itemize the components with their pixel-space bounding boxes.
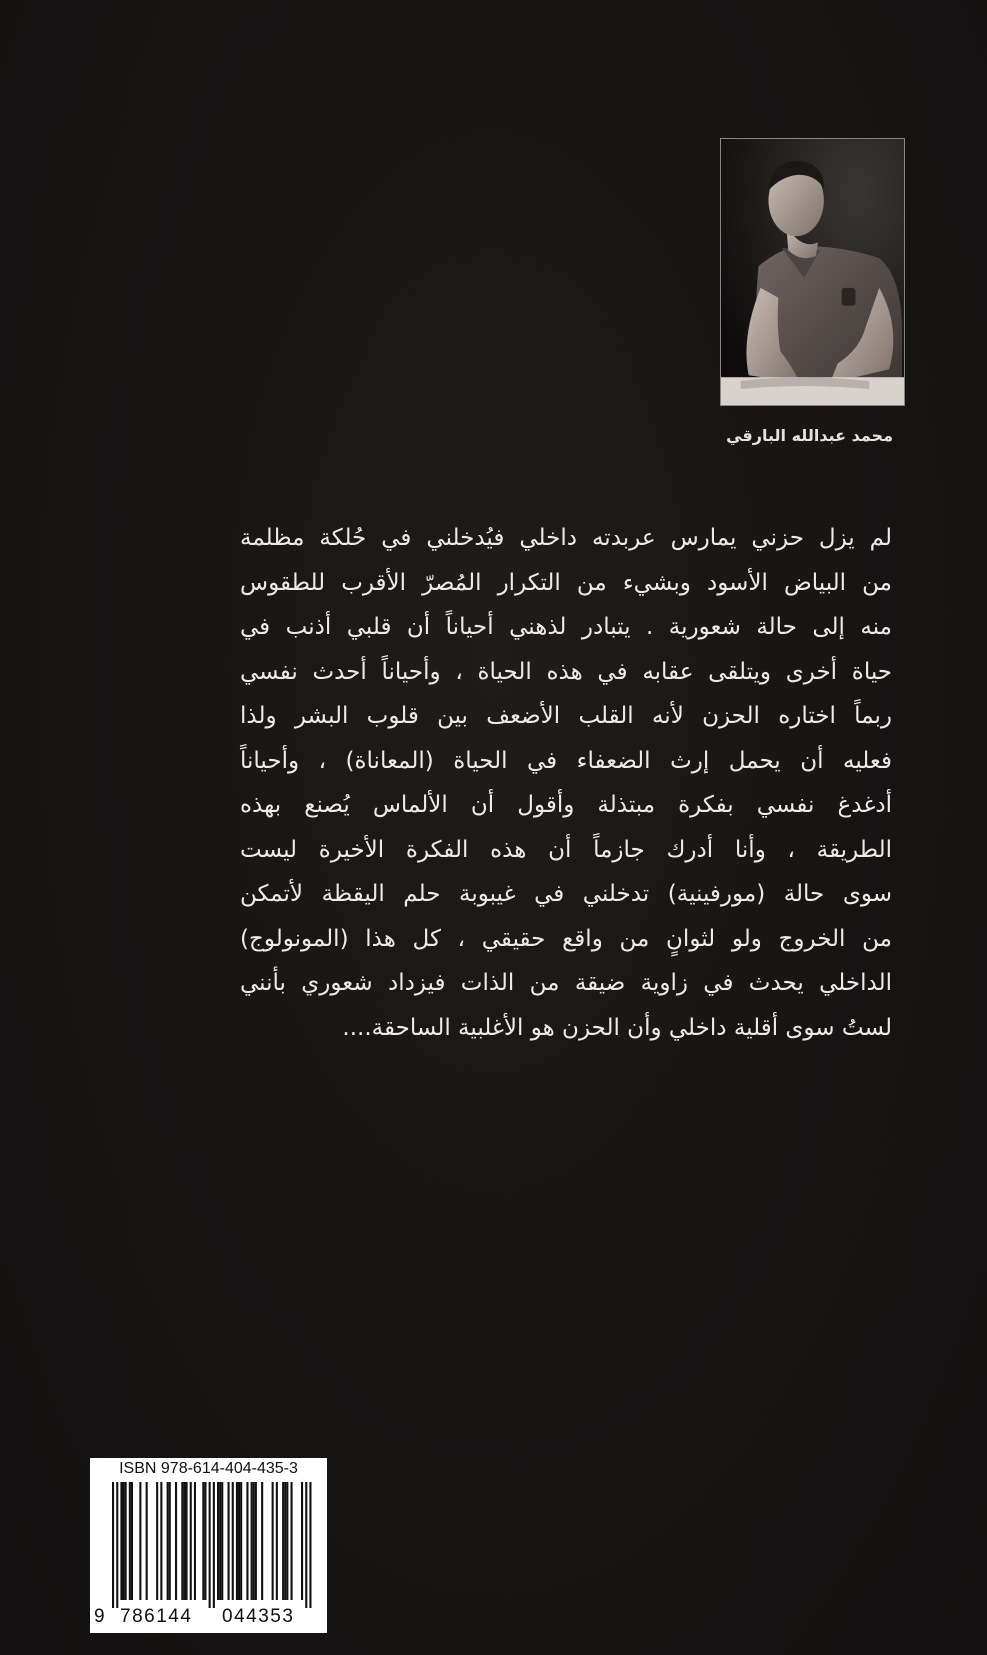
blurb-line: منه إلى حالة شعورية . يتبادر لذهني أحياناً أن قلبي أذنب في xyxy=(240,614,892,640)
blurb-line: فعليه أن يحمل إرث الضعفاء في الحياة (المعاناة) ، وأحياناً xyxy=(240,747,892,774)
barcode-bar xyxy=(213,1482,215,1608)
barcode-digits xyxy=(90,1606,327,1630)
blurb-line: لستُ سوى أقلية داخلي وأن الحزن هو الأغلبية الساحقة.... xyxy=(342,1014,892,1041)
barcode-bar xyxy=(160,1482,162,1600)
barcode-bar xyxy=(251,1482,253,1600)
barcode-bar xyxy=(282,1482,284,1600)
barcode-bar xyxy=(272,1482,274,1600)
author-portrait-image xyxy=(721,139,904,405)
barcode-bar xyxy=(112,1482,114,1608)
barcode-first-digit: 9 xyxy=(94,1606,105,1627)
blurb-line: لم يزل حزني يمارس عربدته داخلي فيُدخلني في حُلكة مظلمة xyxy=(240,525,892,551)
blurb-line: الطريقة ، وأنا أدرك جازماً أن هذه الفكرة الأخيرة ليست xyxy=(240,836,892,863)
barcode-bar xyxy=(228,1482,230,1600)
author-name: محمد عبدالله البارقي xyxy=(726,426,893,445)
blurb-line: حياة أخرى ويتلقى عقابه في هذه الحياة ، وأحياناً أحدث نفسي xyxy=(240,658,892,685)
barcode-bar xyxy=(131,1482,133,1600)
barcode-left-digits: 786144 xyxy=(120,1606,193,1627)
blurb-line: أدغدغ نفسي بفكرة مبتذلة وأقول أن الألماس يُصنع بهذه xyxy=(240,792,892,818)
barcode-bar xyxy=(190,1482,192,1600)
barcode-bar xyxy=(246,1482,248,1600)
barcode-bar xyxy=(255,1482,257,1600)
blurb-line: سوى حالة (مورفينية) تدخلني في غيبوبة حلم اليقظة لأتمكن xyxy=(240,881,892,907)
barcode-bar xyxy=(305,1482,307,1608)
barcode-bar xyxy=(232,1482,234,1600)
barcode-bar xyxy=(169,1482,171,1600)
barcode-bar xyxy=(221,1482,223,1600)
barcode-bar xyxy=(181,1482,183,1600)
barcode-bar xyxy=(240,1482,242,1600)
barcode-bar xyxy=(261,1482,263,1600)
barcode-bar xyxy=(186,1482,188,1600)
barcode-bar xyxy=(286,1482,288,1600)
barcode-bar xyxy=(284,1482,286,1600)
barcode-bar xyxy=(291,1482,293,1600)
barcode-bar xyxy=(120,1482,122,1600)
blurb-line: ربماً اختاره الحزن لأنه القلب الأضعف بين قلوب البشر ولذا xyxy=(240,703,892,729)
barcode-bar xyxy=(276,1482,278,1600)
isbn-label: ISBN 978-614-404-435-3 xyxy=(119,1460,298,1477)
barcode-bar xyxy=(204,1482,206,1600)
barcode-bar xyxy=(253,1482,255,1600)
barcode-bar xyxy=(156,1482,158,1600)
barcode-bar xyxy=(236,1482,238,1600)
barcode-bar xyxy=(183,1482,185,1600)
barcode-bar xyxy=(209,1482,211,1608)
blurb-line: من الخروج ولو لثوانٍ من واقع حقيقي ، كل هذا (المونولوج) xyxy=(240,925,892,952)
barcode-bar xyxy=(301,1482,303,1600)
barcode-bar xyxy=(238,1482,240,1600)
barcode-bar xyxy=(125,1482,127,1600)
barcode-bar xyxy=(139,1482,141,1600)
barcode-bar xyxy=(309,1482,311,1608)
barcode-right-digits: 044353 xyxy=(222,1606,295,1627)
barcode-bar xyxy=(219,1482,221,1600)
barcode-bar xyxy=(167,1482,169,1600)
barcode-bar xyxy=(217,1482,219,1600)
isbn-barcode xyxy=(90,1458,327,1633)
barcode-bar xyxy=(123,1482,125,1600)
barcode-bar xyxy=(194,1482,196,1600)
blurb-line: الداخلي يحدث في زاوية ضيقة من الذات فيزداد شعوري بأنني xyxy=(240,970,892,996)
barcode-bar xyxy=(202,1482,204,1600)
barcode-bar xyxy=(129,1482,131,1600)
author-photo xyxy=(720,138,905,406)
barcode-bars xyxy=(90,1480,327,1608)
barcode-bar xyxy=(175,1482,177,1600)
blurb-text xyxy=(240,516,892,1096)
blurb-line: من البياض الأسود وبشيء من التكرار المُصرّ الأقرب للطقوس xyxy=(240,569,892,596)
barcode-bar xyxy=(146,1482,148,1600)
barcode-bar xyxy=(116,1482,118,1608)
